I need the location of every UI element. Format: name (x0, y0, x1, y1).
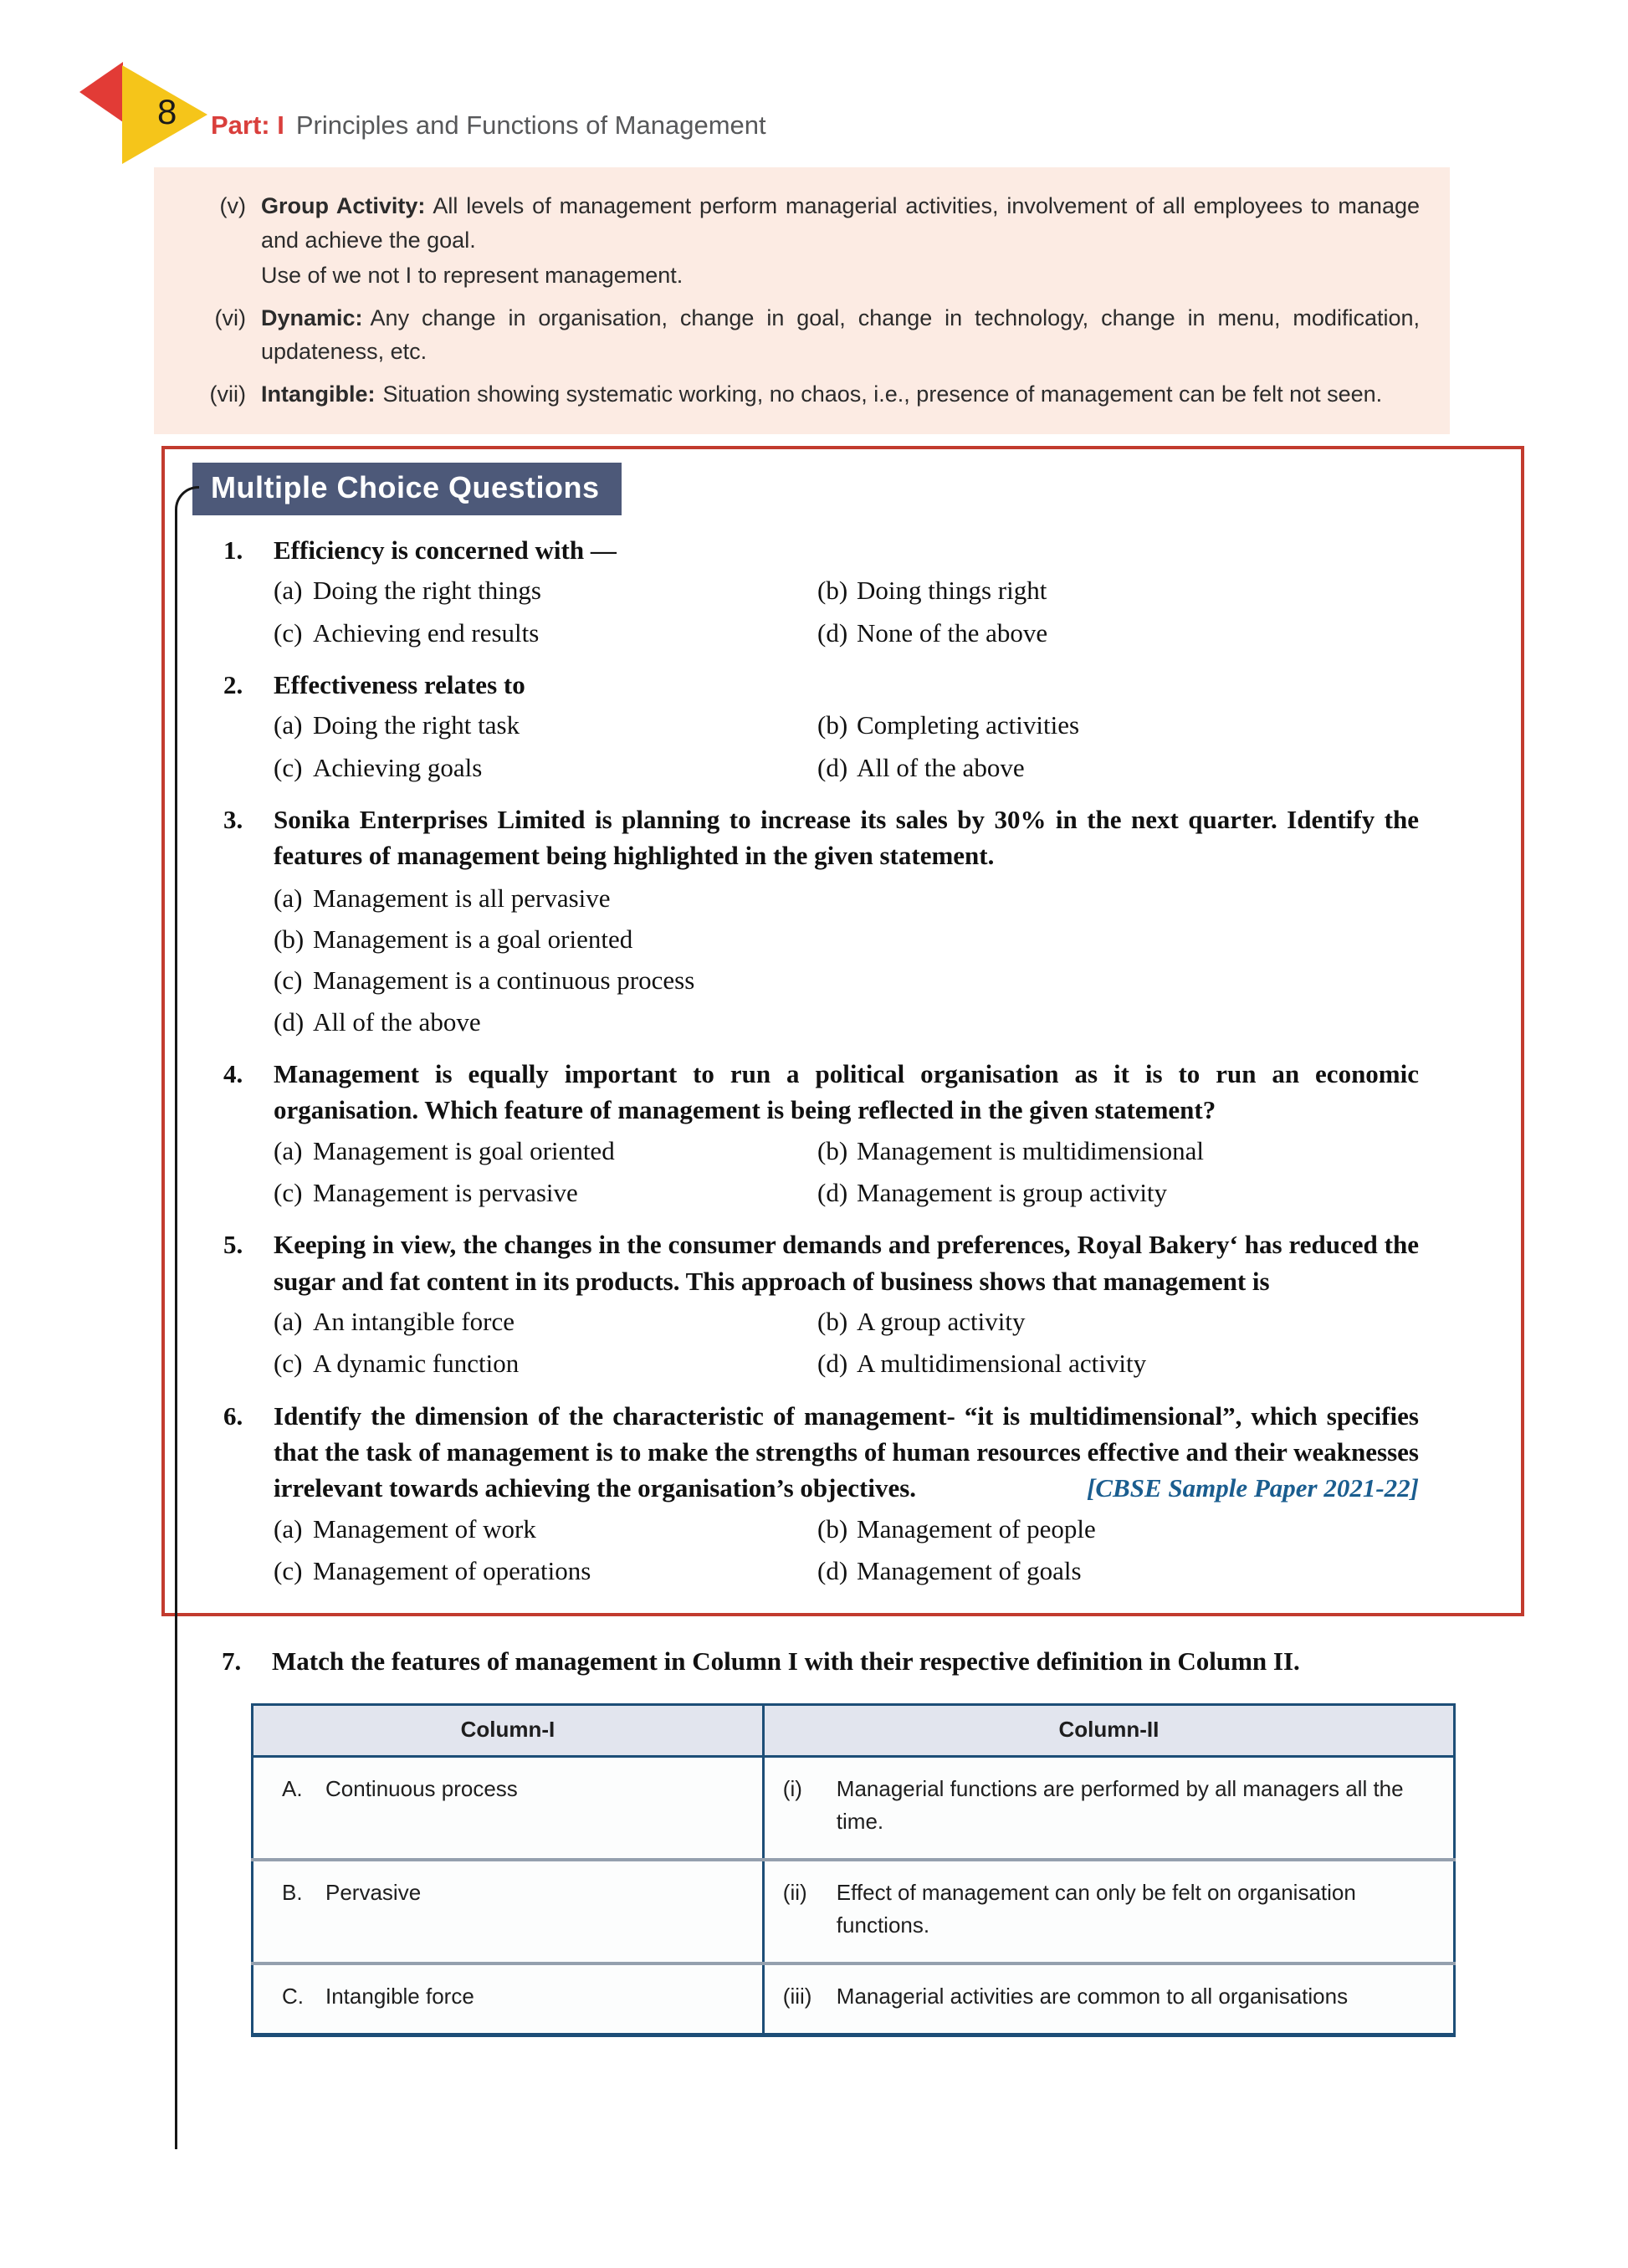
row-label: (i) (782, 1775, 802, 1801)
question-number: 5. (223, 1230, 243, 1260)
option-text: All of the above (857, 752, 1025, 782)
option-c (274, 964, 1419, 997)
note-text: Situation showing systematic working, no chaos, i.e., presence of management can be felt not seen. (382, 381, 1383, 407)
options (274, 709, 1419, 785)
option-b (817, 709, 1419, 742)
question-2 (165, 667, 1521, 785)
chapter-title: Principles and Functions of Management (295, 110, 766, 140)
section-title: Multiple Choice Questions (192, 463, 622, 515)
red-triangle-icon (79, 62, 123, 122)
question-body (274, 667, 1419, 785)
option-text: Management is goal oriented (313, 1135, 615, 1165)
question-text: Management is equally important to run a political organisation as it is to run an economic organisation. Which feature of management is being reflected in the given statement? (274, 1058, 1419, 1125)
option-b (817, 1134, 1419, 1168)
option-b (274, 923, 1419, 956)
column-2-header: Column-II (763, 1704, 1454, 1756)
note-text: All levels of management perform managerial activities, involvement of all employees to manage and achieve the goal. (261, 193, 1420, 253)
row-label: A. (282, 1775, 303, 1801)
option-label: (c) (274, 752, 303, 782)
question-number: 4. (223, 1058, 243, 1088)
option-label: (b) (817, 576, 848, 606)
option-c (274, 1554, 817, 1588)
question-number: 1. (223, 535, 243, 565)
option-text: Doing the right things (313, 576, 541, 606)
option-text: Management of operations (313, 1556, 591, 1586)
option-d (274, 1006, 1419, 1039)
question-number: 3. (223, 804, 243, 834)
mcq-section (161, 446, 1524, 1616)
options (274, 1513, 1419, 1589)
option-label: (c) (274, 1556, 303, 1586)
part-label: Part: I (211, 110, 284, 140)
note-item-v (174, 189, 1420, 293)
question-3 (165, 801, 1521, 1039)
question-body (274, 1226, 1419, 1380)
option-a (274, 1305, 817, 1339)
option-text: Completing activities (857, 710, 1080, 740)
option-c (274, 1176, 817, 1210)
cell-text: Managerial activities are common to all organisations (836, 1983, 1349, 2009)
table-cell-right (763, 1963, 1454, 2035)
option-c (274, 751, 817, 785)
option-text: Management is pervasive (313, 1178, 578, 1208)
question-text: Effectiveness relates to (274, 669, 525, 699)
option-text: Management is group activity (857, 1178, 1168, 1208)
options (274, 1305, 1419, 1381)
row-label: (iii) (782, 1983, 812, 2009)
table-cell-left (253, 1860, 764, 1963)
option-text: Management is multidimensional (857, 1135, 1204, 1165)
table-header-row (253, 1704, 1455, 1756)
option-label: (a) (274, 576, 303, 606)
table-row (253, 1756, 1455, 1860)
option-label: (b) (817, 710, 848, 740)
option-label: (d) (817, 1556, 848, 1586)
option-label: (c) (274, 617, 303, 648)
option-a (274, 882, 1419, 915)
citation: [CBSE Sample Paper 2021-22] (1087, 1473, 1419, 1503)
note-number: (vii) (209, 381, 246, 407)
cell-text: Pervasive (325, 1879, 422, 1905)
option-c (274, 617, 817, 650)
running-head (211, 110, 766, 141)
option-label: (b) (817, 1135, 848, 1165)
cell-text: Effect of management can only be felt on organisation functions. (836, 1879, 1356, 1938)
option-a (274, 574, 817, 607)
option-text: All of the above (313, 1006, 481, 1037)
option-label: (d) (817, 1349, 848, 1379)
question-body (274, 1398, 1419, 1589)
table-cell-left (253, 1963, 764, 2035)
option-text: Management is a continuous process (313, 965, 695, 996)
note-item-vii (174, 377, 1420, 412)
cell-text: Intangible force (325, 1983, 474, 2009)
question-4 (165, 1056, 1521, 1210)
table-row (253, 1963, 1455, 2035)
row-label: (ii) (782, 1879, 807, 1905)
option-b (817, 1305, 1419, 1339)
option-text: Management of work (313, 1513, 536, 1544)
option-label: (d) (817, 617, 848, 648)
question-text-content: Identify the dimension of the characteristic of management- “it is multidimensional”, which specifies that the task of management is to make the strengths of human resources effective and their weaknesses irrelevant towards achieving the organisation’s objectives. (274, 1400, 1419, 1503)
options (274, 882, 1419, 1039)
page-header (0, 0, 1628, 167)
option-label: (c) (274, 965, 303, 996)
question-text: Match the features of management in Column I with their respective definition in Column II. (272, 1646, 1300, 1677)
option-text: Achieving goals (313, 752, 483, 782)
option-label: (d) (817, 1178, 848, 1208)
note-extra: Use of we not I to represent management. (261, 263, 683, 288)
option-label: (c) (274, 1349, 303, 1379)
question-7 (222, 1643, 1422, 1679)
option-label: (d) (817, 752, 848, 782)
option-text: Doing the right task (313, 710, 520, 740)
question-body (274, 1056, 1419, 1210)
note-body (261, 189, 1420, 293)
note-body (261, 301, 1420, 369)
note-number: (vi) (214, 305, 246, 330)
option-a (274, 1134, 817, 1168)
option-label: (a) (274, 1513, 303, 1544)
cell-text: Managerial functions are performed by all managers all the time. (836, 1775, 1404, 1834)
option-label: (a) (274, 710, 303, 740)
page-number: 8 (157, 92, 177, 131)
option-d (817, 1176, 1419, 1210)
question-text: Sonika Enterprises Limited is planning to increase its sales by 30% in the next quarter. Identify the features of management being highlighted in the given statement. (274, 804, 1419, 871)
option-text: Management of goals (857, 1556, 1082, 1586)
option-text: Management of people (857, 1513, 1096, 1544)
column-1-header: Column-I (253, 1704, 764, 1756)
option-label: (b) (817, 1307, 848, 1337)
question-5 (165, 1226, 1521, 1380)
question-text: Keeping in view, the changes in the consumer demands and preferences, Royal Bakery‘ has reduced the sugar and fat content in its products. This approach of business shows that management is (274, 1230, 1419, 1296)
option-label: (c) (274, 1178, 303, 1208)
option-label: (b) (817, 1513, 848, 1544)
options (274, 1134, 1419, 1211)
question-6 (165, 1398, 1521, 1589)
option-a (274, 1513, 817, 1546)
note-term: Dynamic: (261, 305, 363, 330)
question-body (274, 532, 1419, 650)
table-row (253, 1860, 1455, 1963)
note-number: (v) (219, 193, 246, 218)
row-label: B. (282, 1879, 303, 1905)
match-table (251, 1703, 1456, 2037)
option-d (817, 1554, 1419, 1588)
table-cell-left (253, 1756, 764, 1860)
option-b (817, 1513, 1419, 1546)
option-label: (a) (274, 1307, 303, 1337)
option-label: (d) (274, 1006, 305, 1037)
option-label: (a) (274, 883, 303, 913)
table-cell-right (763, 1860, 1454, 1963)
option-c (274, 1347, 817, 1380)
note-term: Group Activity: (261, 193, 426, 218)
note-item-vi (174, 301, 1420, 369)
notes-box (154, 167, 1450, 434)
question-number: 2. (223, 669, 243, 699)
option-d (817, 617, 1419, 650)
question-1 (165, 532, 1521, 650)
question-body (274, 801, 1419, 1039)
option-text: Achieving end results (313, 617, 540, 648)
note-term: Intangible: (261, 381, 376, 407)
option-text: An intangible force (313, 1307, 515, 1337)
question-number: 6. (223, 1400, 243, 1431)
options (274, 574, 1419, 650)
option-text: A group activity (857, 1307, 1026, 1337)
option-text: A dynamic function (313, 1349, 520, 1379)
question-body (272, 1643, 1422, 1679)
option-b (817, 574, 1419, 607)
option-text: Management is a goal oriented (313, 924, 633, 955)
question-text (274, 1398, 1419, 1507)
option-text: Management is all pervasive (313, 883, 611, 913)
option-text: A multidimensional activity (857, 1349, 1147, 1379)
option-d (817, 1347, 1419, 1380)
table-cell-right (763, 1756, 1454, 1860)
question-number: 7. (222, 1646, 242, 1677)
option-label: (b) (274, 924, 305, 955)
option-a (274, 709, 817, 742)
option-text: Doing things right (857, 576, 1047, 606)
note-body (261, 377, 1420, 412)
option-text: None of the above (857, 617, 1048, 648)
question-text: Efficiency is concerned with — (274, 535, 617, 565)
option-d (817, 751, 1419, 785)
option-label: (a) (274, 1135, 303, 1165)
row-label: C. (282, 1983, 304, 2009)
cell-text: Continuous process (325, 1775, 518, 1801)
note-text: Any change in organisation, change in goal, change in technology, change in menu, modification, updateness, etc. (261, 305, 1420, 364)
